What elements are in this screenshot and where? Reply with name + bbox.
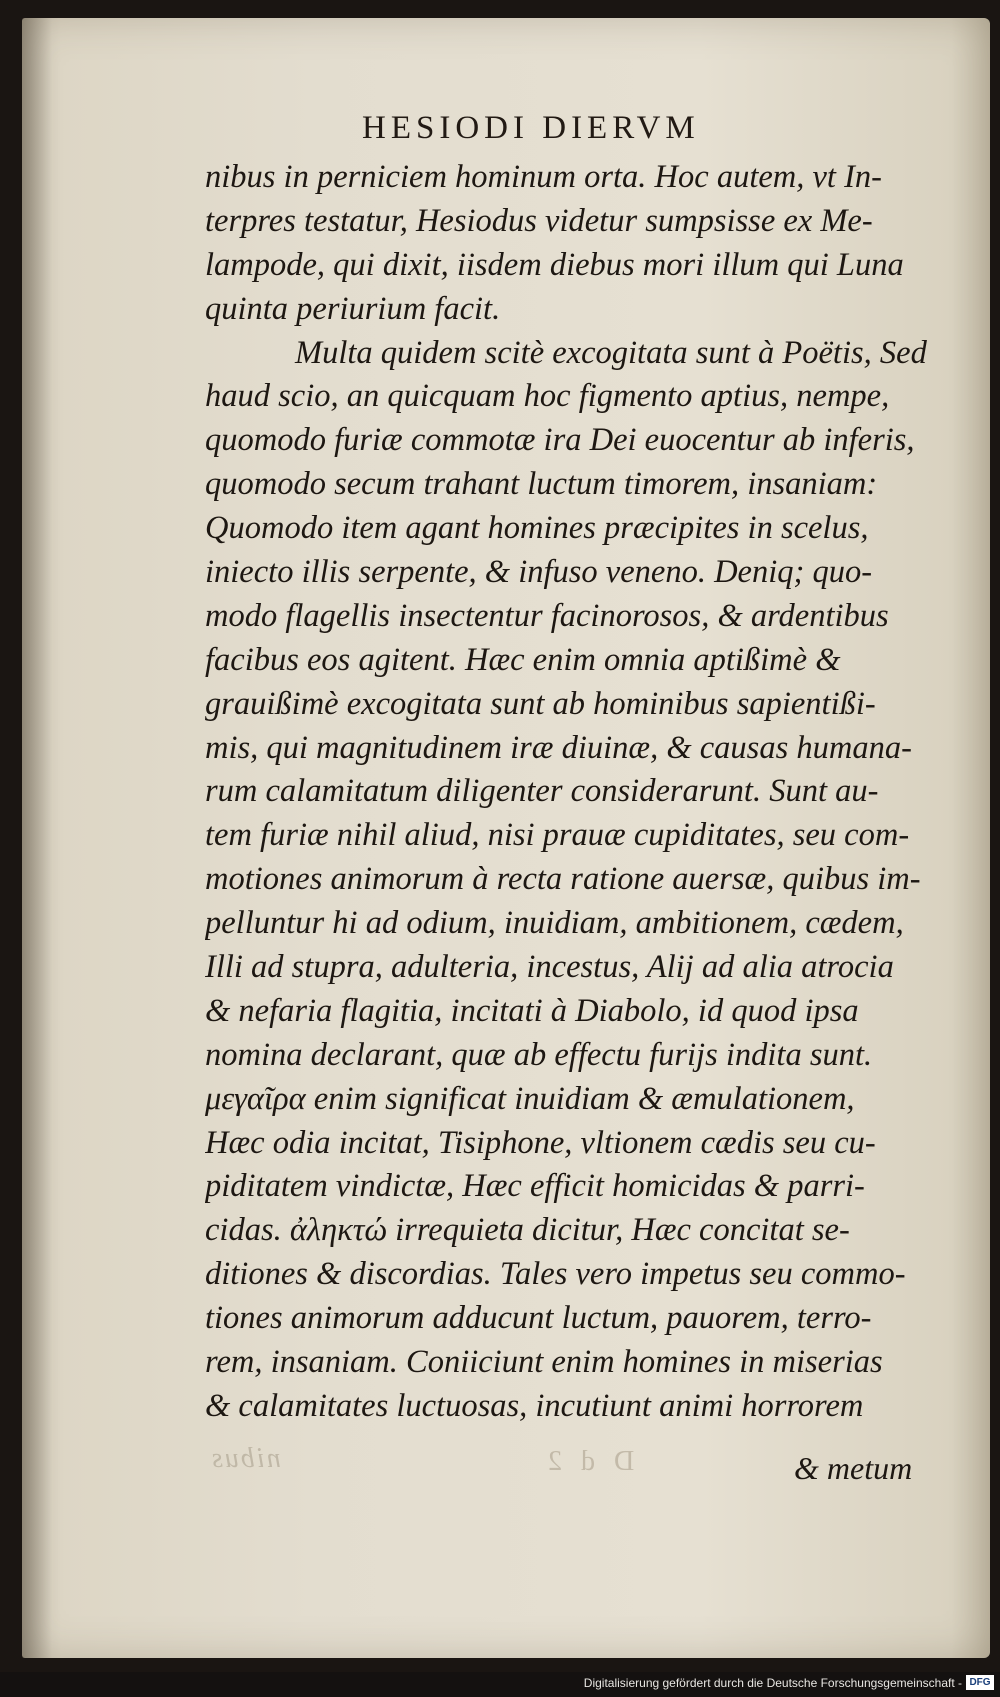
text-line: motiones animorum à recta ratione auersæ, quibus im- <box>205 861 921 898</box>
text-line: haud scio, an quicquam hoc figmento aptius, nempe, <box>205 378 890 415</box>
text-line: Multa quidem scitè excogitata sunt à Poëtis, Sed <box>295 334 927 371</box>
text-line: tem furiæ nihil aliud, nisi prauæ cupiditates, seu com- <box>205 817 910 854</box>
bleed-through-text: nibus <box>210 1443 281 1474</box>
text-line: iniecto illis serpente, & infuso veneno. Deniq; quo- <box>205 554 873 591</box>
text-line: Hæc odia incitat, Tisiphone, vltionem cædis seu cu- <box>205 1124 876 1161</box>
text-line: nomina declarant, quæ ab effectu furijs indita sunt. <box>205 1036 873 1073</box>
text-line: rem, insaniam. Coniiciunt enim homines in miserias <box>205 1344 883 1381</box>
text-line: μεγαῖρα enim significat inuidiam & æmulationem, <box>205 1080 855 1117</box>
signature-mark: D d 2 <box>542 1446 635 1477</box>
text-line: Quomodo item agant homines præcipites in scelus, <box>205 510 869 547</box>
text-line: nibus in perniciem hominum orta. Hoc autem, vt In- <box>205 159 882 195</box>
text-line: & calamitates luctuosas, incutiunt animi horrorem <box>205 1387 864 1424</box>
text-line: ditiones & discordias. Tales vero impetus seu commo- <box>205 1256 906 1293</box>
text-line: quomodo furiæ commotæ ira Dei euocentur ab inferis, <box>205 422 915 459</box>
text-line: piditatem vindictæ, Hæc efficit homicidas & parri- <box>205 1168 865 1205</box>
text-line: facibus eos agitent. Hæc enim omnia aptißimè & <box>205 641 841 678</box>
catchword: & metum <box>794 1450 913 1486</box>
text-line: modo flagellis insectentur facinorosos, & ardentibus <box>205 597 889 634</box>
text-line: terpres testatur, Hesiodus videtur sumpsisse ex Me- <box>205 202 873 239</box>
text-line: Illi ad stupra, adulteria, incestus, Alij ad alia atrocia <box>205 949 894 986</box>
dfg-logo: DFG <box>966 1675 994 1690</box>
footer-bar <box>0 1672 1000 1697</box>
text-line: mis, qui magnitudinem iræ diuinæ, & causas humana- <box>205 729 912 766</box>
text-line: grauißimè excogitata sunt ab hominibus sapientißi- <box>205 685 876 722</box>
footer-credit: Digitalisierung gefördert durch die Deutsche Forschungsgemeinschaft - <box>583 1676 962 1690</box>
text-line: tiones animorum adducunt luctum, pauorem, terro- <box>205 1300 872 1337</box>
text-line: quomodo secum trahant luctum timorem, insaniam: <box>205 466 878 503</box>
text-line: quinta periurium facit. <box>205 290 501 327</box>
text-line: pelluntur hi ad odium, inuidiam, ambitionem, cædem, <box>205 905 904 942</box>
text-line: cidas. ἀληκτώ irrequieta dicitur, Hæc concitat se- <box>205 1212 850 1249</box>
text-line: & nefaria flagitia, incitati à Diabolo, id quod ipsa <box>205 992 859 1029</box>
running-head: HESIODI DIERVM <box>362 110 700 146</box>
book-page <box>22 18 990 1658</box>
page-spine-shadow <box>22 18 52 1658</box>
body-text <box>205 156 975 1429</box>
text-line: rum calamitatum diligenter considerarunt. Sunt au- <box>205 773 879 810</box>
text-line: lampode, qui dixit, iisdem diebus mori illum qui Luna <box>205 246 904 283</box>
